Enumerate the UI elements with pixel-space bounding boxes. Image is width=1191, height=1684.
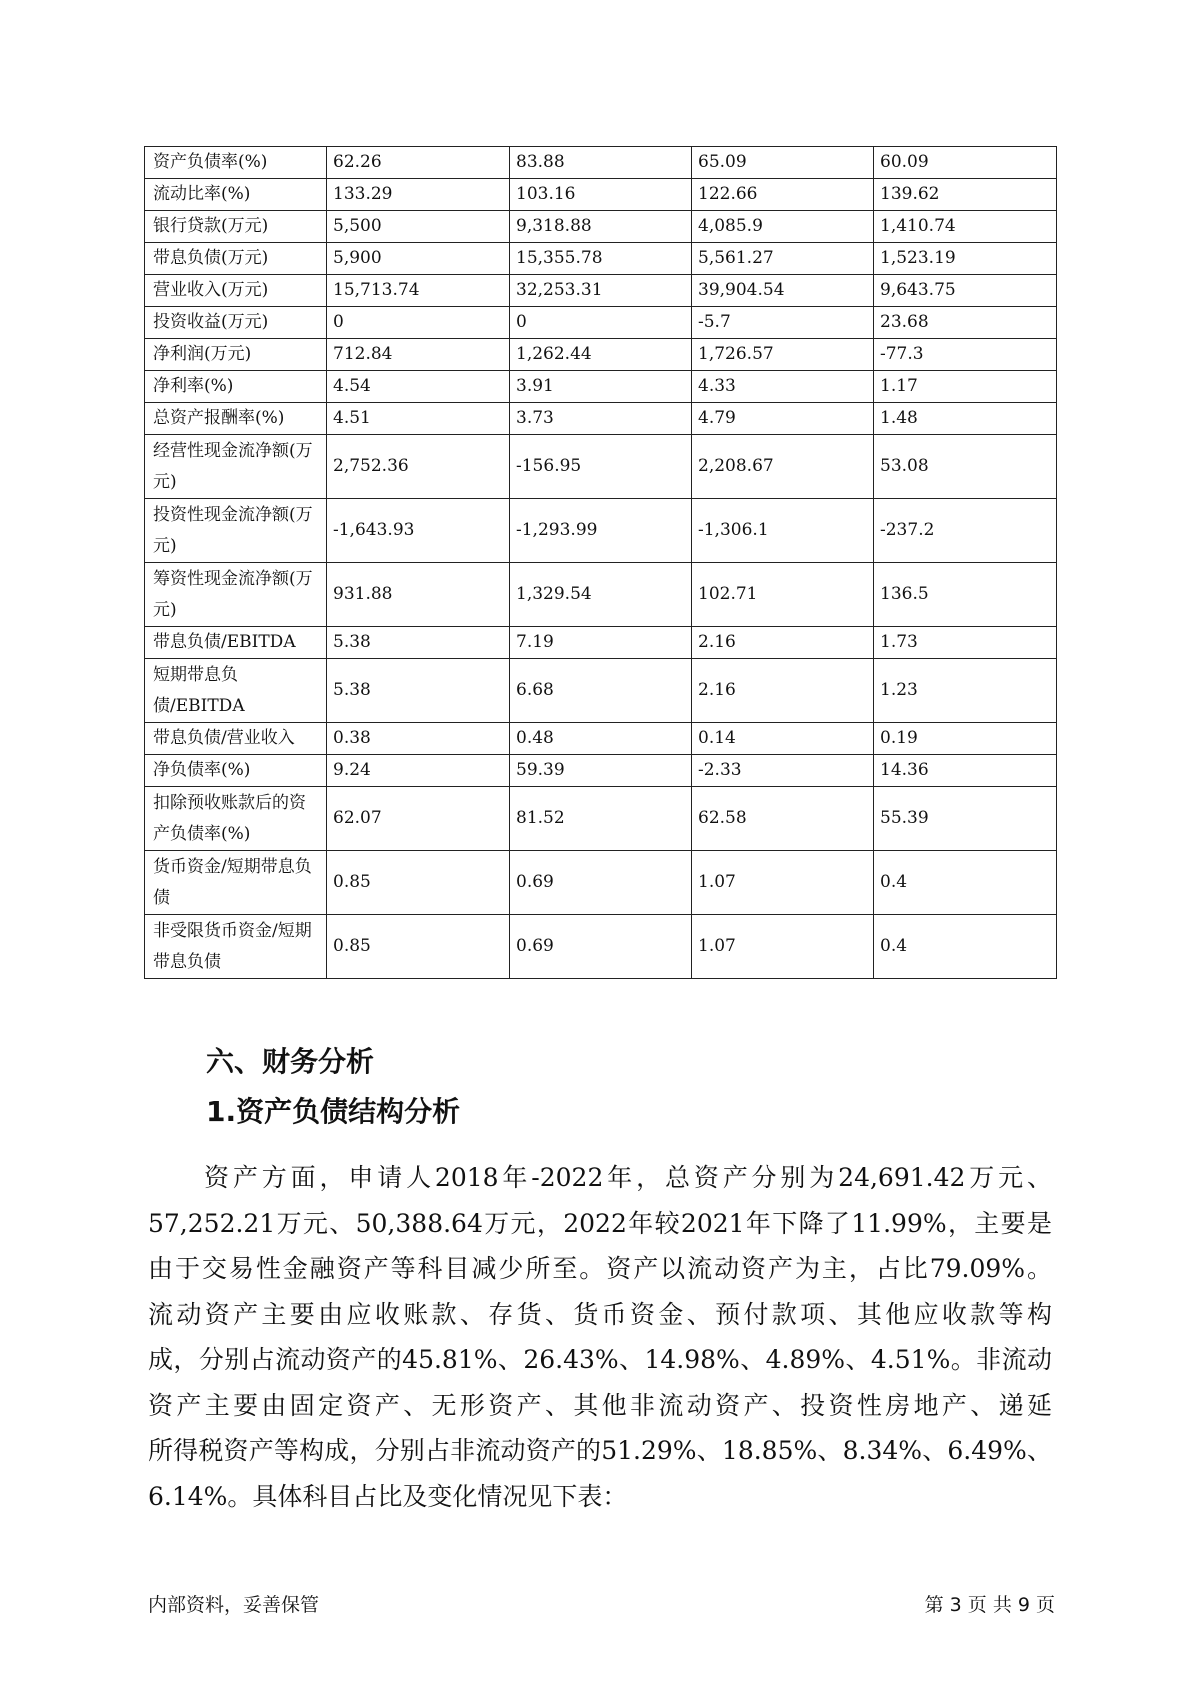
table-row: [145, 147, 1057, 179]
table-cell: 81.52: [510, 787, 692, 851]
table-cell: -237.2: [874, 499, 1057, 563]
table-cell: 931.88: [327, 563, 510, 627]
financial-indicators-table: [144, 146, 1057, 979]
table-cell: 1,410.74: [874, 211, 1057, 243]
table-cell: 1.48: [874, 403, 1057, 435]
table-cell: 1,262.44: [510, 339, 692, 371]
footer-page-number: 第 3 页 共 9 页: [924, 1594, 1055, 1616]
table-cell: 39,904.54: [692, 275, 874, 307]
table-cell: 3.91: [510, 371, 692, 403]
row-label: 资产负债率(%): [145, 147, 327, 179]
table-cell: 0.4: [874, 851, 1057, 915]
table-cell: 1,329.54: [510, 563, 692, 627]
table-cell: 60.09: [874, 147, 1057, 179]
table-row: [145, 435, 1057, 499]
table-cell: 4.51: [327, 403, 510, 435]
table-row: [145, 627, 1057, 659]
table-cell: 1.73: [874, 627, 1057, 659]
table-row: [145, 243, 1057, 275]
table-row: [145, 275, 1057, 307]
table-cell: 59.39: [510, 755, 692, 787]
table-cell: 1.07: [692, 851, 874, 915]
table-cell: 7.19: [510, 627, 692, 659]
table-cell: 83.88: [510, 147, 692, 179]
table-cell: -2.33: [692, 755, 874, 787]
table-cell: 0.48: [510, 723, 692, 755]
table-cell: 0.85: [327, 851, 510, 915]
paragraph-line: 57,252.21万元、50,388.64万元，2022年较2021年下降了11.99%，主要是: [148, 1208, 1052, 1238]
asset-analysis-paragraph: [148, 1155, 1052, 1519]
table-row: [145, 211, 1057, 243]
paragraph-line: 流动资产主要由应收账款、存货、货币资金、预付款项、其他应收款等构: [148, 1299, 1052, 1329]
table-row: [145, 563, 1057, 627]
table-row: [145, 371, 1057, 403]
paragraph-line: 资产方面，申请人2018年-2022年，总资产分别为24,691.42万元、: [204, 1163, 1052, 1192]
table-cell: 0.85: [327, 915, 510, 979]
table-cell: 53.08: [874, 435, 1057, 499]
table-cell: 0.69: [510, 851, 692, 915]
row-label: 货币资金/短期带息负债: [145, 851, 327, 915]
table-row: [145, 339, 1057, 371]
row-label: 非受限货币资金/短期带息负债: [145, 915, 327, 979]
table-cell: 103.16: [510, 179, 692, 211]
table-row: [145, 659, 1057, 723]
table-row: [145, 851, 1057, 915]
table-cell: 9,643.75: [874, 275, 1057, 307]
table-cell: 0: [327, 307, 510, 339]
row-label: 带息负债/EBITDA: [145, 627, 327, 659]
table-cell: 102.71: [692, 563, 874, 627]
table-cell: 3.73: [510, 403, 692, 435]
row-label: 带息负债/营业收入: [145, 723, 327, 755]
table-cell: 0.19: [874, 723, 1057, 755]
table-cell: -156.95: [510, 435, 692, 499]
table-cell: 62.58: [692, 787, 874, 851]
table-cell: -1,643.93: [327, 499, 510, 563]
table-cell: 133.29: [327, 179, 510, 211]
table-cell: -1,306.1: [692, 499, 874, 563]
table-cell: 2,752.36: [327, 435, 510, 499]
table-cell: 4.33: [692, 371, 874, 403]
table-cell: -5.7: [692, 307, 874, 339]
row-label: 营业收入(万元): [145, 275, 327, 307]
table-cell: 2.16: [692, 659, 874, 723]
table-row: [145, 307, 1057, 339]
paragraph-line: 由于交易性金融资产等科目减少所至。资产以流动资产为主，占比79.09%。: [148, 1254, 1052, 1283]
row-label: 筹资性现金流净额(万元): [145, 563, 327, 627]
table-cell: 14.36: [874, 755, 1057, 787]
row-label: 带息负债(万元): [145, 243, 327, 275]
row-label: 经营性现金流净额(万元): [145, 435, 327, 499]
table-cell: 9.24: [327, 755, 510, 787]
table-cell: 2.16: [692, 627, 874, 659]
row-label: 投资收益(万元): [145, 307, 327, 339]
table-cell: 5.38: [327, 627, 510, 659]
table-cell: 5,900: [327, 243, 510, 275]
table-cell: 1,726.57: [692, 339, 874, 371]
row-label: 净利率(%): [145, 371, 327, 403]
table-row: [145, 499, 1057, 563]
table-cell: 4.79: [692, 403, 874, 435]
row-label: 银行贷款(万元): [145, 211, 327, 243]
table-cell: 1.07: [692, 915, 874, 979]
table-cell: 0: [510, 307, 692, 339]
table-cell: 15,355.78: [510, 243, 692, 275]
row-label: 总资产报酬率(%): [145, 403, 327, 435]
table-cell: 0.69: [510, 915, 692, 979]
table-row: [145, 915, 1057, 979]
paragraph-line: 6.14%。具体科目占比及变化情况见下表：: [148, 1481, 628, 1511]
footer-confidential-note: 内部资料，妥善保管: [148, 1594, 320, 1616]
table-cell: 1.17: [874, 371, 1057, 403]
table-cell: 5,500: [327, 211, 510, 243]
table-cell: 62.26: [327, 147, 510, 179]
table-cell: 122.66: [692, 179, 874, 211]
table-cell: 136.5: [874, 563, 1057, 627]
table-cell: -77.3: [874, 339, 1057, 371]
table-cell: 5,561.27: [692, 243, 874, 275]
table-row: [145, 787, 1057, 851]
table-cell: 139.62: [874, 179, 1057, 211]
row-label: 净负债率(%): [145, 755, 327, 787]
table-row: [145, 755, 1057, 787]
table-cell: 0.38: [327, 723, 510, 755]
table-cell: 2,208.67: [692, 435, 874, 499]
table-cell: 712.84: [327, 339, 510, 371]
table-cell: 1.23: [874, 659, 1057, 723]
table-cell: 5.38: [327, 659, 510, 723]
row-label: 短期带息负债/EBITDA: [145, 659, 327, 723]
table-cell: 23.68: [874, 307, 1057, 339]
row-label: 流动比率(%): [145, 179, 327, 211]
table-row: [145, 179, 1057, 211]
table-cell: 55.39: [874, 787, 1057, 851]
table-row: [145, 403, 1057, 435]
subsection-title: 1.资产负债结构分析: [206, 1095, 461, 1128]
table-cell: 0.4: [874, 915, 1057, 979]
table-cell: 62.07: [327, 787, 510, 851]
table-cell: 6.68: [510, 659, 692, 723]
table-cell: 4.54: [327, 371, 510, 403]
table-row: [145, 723, 1057, 755]
paragraph-line: 所得税资产等构成，分别占非流动资产的51.29%、18.85%、8.34%、6.49%、: [148, 1436, 1052, 1465]
table-cell: 65.09: [692, 147, 874, 179]
table-cell: 4,085.9: [692, 211, 874, 243]
table-cell: 9,318.88: [510, 211, 692, 243]
table-cell: 1,523.19: [874, 243, 1057, 275]
table-cell: 0.14: [692, 723, 874, 755]
paragraph-line: 资产主要由固定资产、无形资产、其他非流动资产、投资性房地产、递延: [148, 1390, 1052, 1420]
table-cell: 15,713.74: [327, 275, 510, 307]
row-label: 净利润(万元): [145, 339, 327, 371]
paragraph-line: 成，分别占流动资产的45.81%、26.43%、14.98%、4.89%、4.51%。非流动: [148, 1345, 1052, 1374]
row-label: 投资性现金流净额(万元): [145, 499, 327, 563]
table-cell: 32,253.31: [510, 275, 692, 307]
row-label: 扣除预收账款后的资产负债率(%): [145, 787, 327, 851]
table-cell: -1,293.99: [510, 499, 692, 563]
section-title: 六、财务分析: [206, 1045, 375, 1078]
